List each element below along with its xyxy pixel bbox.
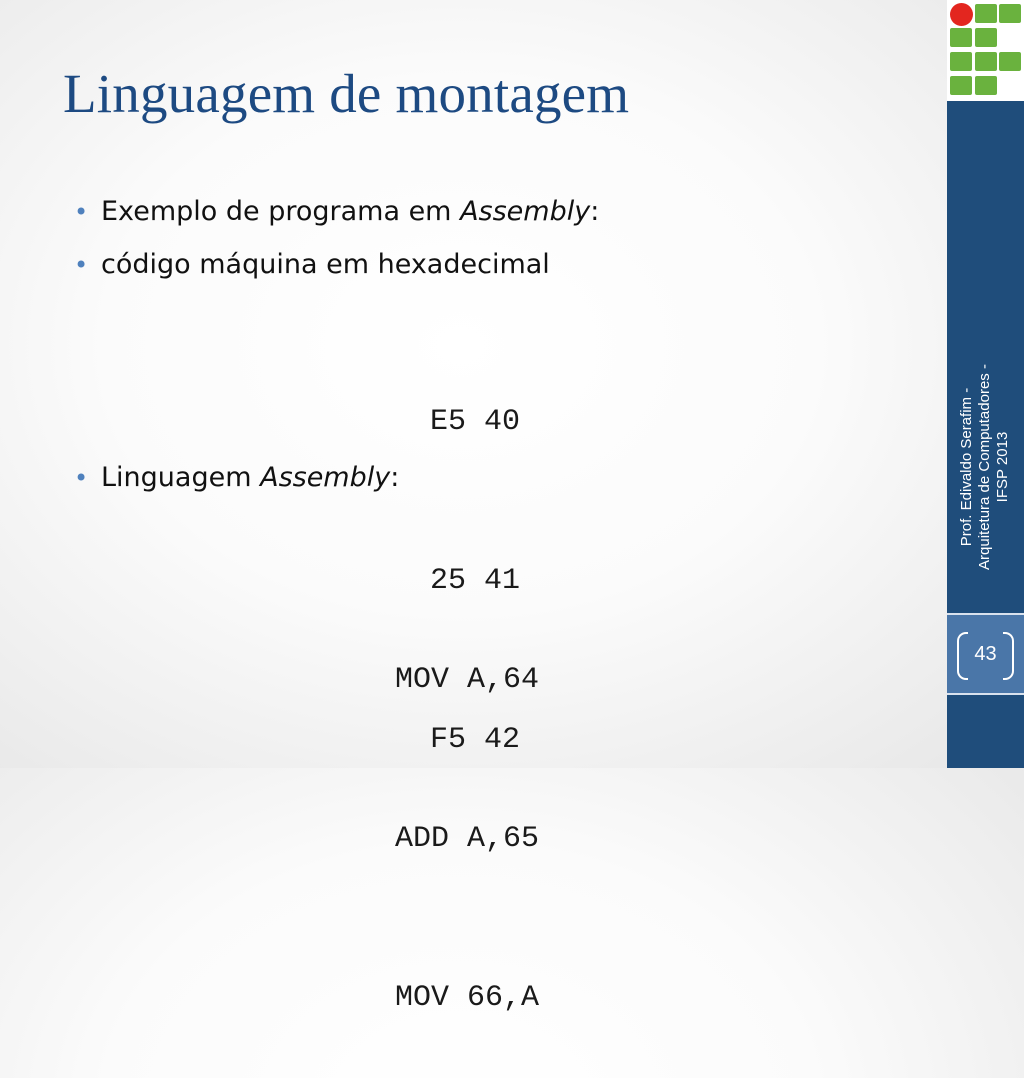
assembly-code-block [395,548,539,1078]
logo-green-cell [950,52,972,71]
assembly-code-line: ADD A,65 [395,822,540,856]
bullet-item [74,245,599,298]
footer-line: Prof. Edivaldo Serafim - [958,387,975,547]
bullet-emphasis: Assembly [460,196,591,227]
hex-code-line: F5 42 [430,723,521,757]
footer-line: IFSP 2013 [994,431,1011,503]
assembly-code-line: MOV A,64 [395,663,540,697]
bullet-list-2 [74,458,399,511]
logo-red-dot [950,3,973,26]
bullet-suffix: : [590,196,600,227]
bullet-text: código máquina em hexadecimal [101,249,550,280]
bullet-text: Exemplo de programa em [101,196,461,227]
page-number-panel [947,613,1024,695]
bullet-emphasis: Assembly [260,462,391,493]
logo-green-cell [999,4,1021,23]
logo-green-cell [975,28,997,47]
bullet-item [74,458,399,511]
ifsp-logo [947,0,1024,101]
assembly-code-line: MOV 66,A [395,981,540,1015]
logo-green-cell [950,28,972,47]
logo-green-cell [975,4,997,23]
logo-green-cell [975,76,997,95]
bullet-item [74,192,599,245]
bullet-suffix: : [390,462,400,493]
page-number: 43 [974,643,997,665]
hex-code-line: 25 41 [430,564,521,598]
bullet-list [74,192,599,298]
bullet-text: Linguagem [101,462,261,493]
footer-text [958,302,1012,632]
slide-title: Linguagem de montagem [63,63,630,124]
logo-green-cell [950,76,972,95]
logo-green-cell [999,52,1021,71]
bracket-right-icon [1003,632,1014,680]
footer-line: Arquitetura de Computadores - [976,364,993,570]
logo-green-cell [975,52,997,71]
hex-code-line: E5 40 [430,405,521,439]
